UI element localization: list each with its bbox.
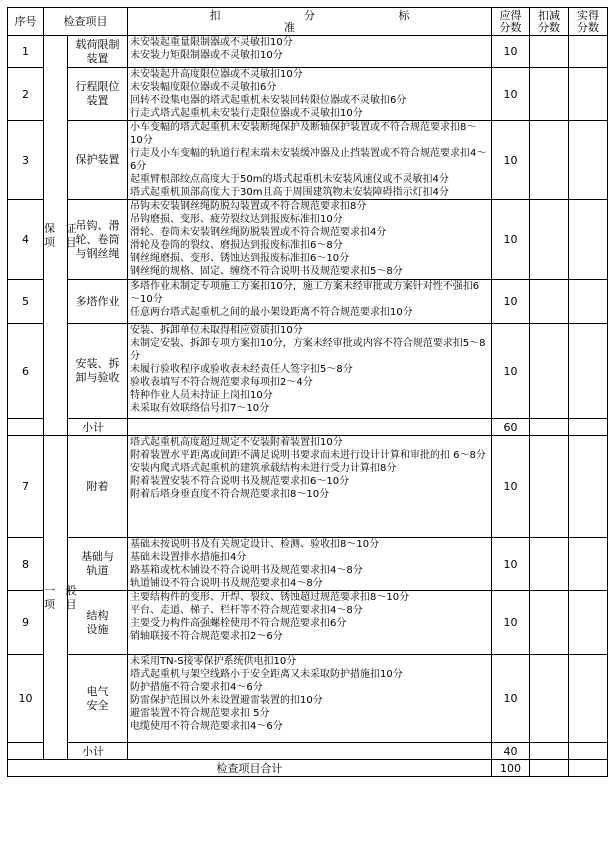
row-item-line: 吊钩、滑 [75,218,120,232]
subtotal-row [8,419,608,436]
standard-line: 吊钩磨损、变形、疲劳裂纹达到报废标准扣10分 [130,214,343,225]
total-label: 检查项目合计 [8,760,492,777]
row-seq: 10 [8,655,44,743]
standard-line: 滑轮、卷筒未安装钢丝绳防脱装置或不符合规范要求扣4分 [130,227,387,238]
standard-line: 未履行验收程序或验收表未经责任人签字扣5～8分 [130,364,353,375]
group-char: 般 [65,583,77,597]
row-item [68,36,128,68]
standard-line: 塔式起重机高度超过规定不安装附着装置扣10分 [130,437,343,448]
row-item-line: 轨道 [86,564,109,577]
row-seq: 8 [8,538,44,591]
subtotal-seq-cell [8,419,44,436]
header-standard: 扣 分 标 准 [128,8,492,36]
row-score: 10 [492,655,530,743]
row-seq: 7 [8,436,44,538]
subtotal-label: 小计 [68,419,128,436]
row-deducted [530,538,569,591]
group-label-line [44,221,77,236]
standard-line: 回转不设集电器的塔式起重机未安装回转限位器或不灵敏扣6分 [130,95,407,106]
row-deducted [530,324,569,419]
row-standard [128,538,492,591]
standard-line: 未安装起重量限制器或不灵敏扣10分 [130,37,293,48]
standard-line: 钢丝绳磨损、变形、锈蚀达到报废标准扣6～10分 [130,253,350,264]
row-deducted [530,436,569,538]
row-item-line: 轮、卷筒 [75,232,120,246]
standard-line: 防雷保护范围以外未设置避雷装置的扣10分 [130,695,323,706]
row-item-line: 保护装置 [75,153,120,166]
row-actual [569,121,608,200]
subtotal-standard-cell [128,743,492,760]
standard-line: 任意两台塔式起重机之间的最小架设距离不符合规范要求扣10分 [130,307,413,318]
table-row [8,68,608,121]
row-item-line: 装置 [86,94,109,107]
row-item-line: 行程限位 [75,80,120,93]
standard-line: 特种作业人员未持证上岗扣10分 [130,390,273,401]
row-seq: 4 [8,200,44,280]
row-actual [569,200,608,280]
row-seq: 6 [8,324,44,419]
row-deducted [530,36,569,68]
row-seq: 1 [8,36,44,68]
subtotal-score: 40 [492,743,530,760]
table-row [8,200,608,280]
total-deducted-cell [530,760,569,777]
row-score: 10 [492,538,530,591]
standard-line: 多塔作业未制定专项施工方案扣10分，施工方案未经审批或方案针对性不强扣6～10分 [130,281,480,305]
row-seq: 9 [8,591,44,655]
standard-line: 钢丝绳的规格、固定、缠绕不符合说明书及规范要求扣5～8分 [130,266,403,277]
subtotal-seq-cell [8,743,44,760]
row-item-line: 载荷限制 [75,37,120,51]
row-item-line: 附着 [86,479,109,493]
row-seq: 3 [8,121,44,200]
row-item [68,324,128,419]
row-standard [128,591,492,655]
row-standard [128,280,492,324]
row-item [68,436,128,538]
standard-line: 附着后塔身垂直度不符合规范要求扣8～10分 [130,489,330,500]
group-label-line [44,235,77,250]
row-item [65,200,128,280]
standard-line: 吊钩未安装钢丝绳防脱勾装置或不符合规范要求扣8分 [130,201,367,212]
row-standard [128,436,492,538]
row-item-line: 安全 [86,698,109,712]
row-actual [569,280,608,324]
row-actual [569,68,608,121]
row-seq: 2 [8,68,44,121]
standard-line: 未安装起升高度限位器或不灵敏扣10分 [130,69,303,80]
group-char: 目 [65,597,77,611]
row-item [68,538,128,591]
row-score: 10 [492,121,530,200]
table-row [8,591,608,655]
row-actual [569,436,608,538]
standard-line: 轨道铺设不符合说明书及规范要求扣4～8分 [130,578,323,589]
header-deducted-score: 扣减 分数 [530,8,569,36]
row-deducted [530,200,569,280]
row-standard [128,68,492,121]
row-actual [569,538,608,591]
row-item [65,591,128,655]
table-row [8,280,608,324]
standard-line: 主要受力构件高强螺栓使用不符合规范要求扣6分 [130,618,347,629]
standard-line: 基础未按说明书及有关规定设计、检测、验收扣8～10分 [130,539,380,550]
standard-line: 未采用TN-S接零保护系统供电扣10分 [130,656,297,667]
row-score: 10 [492,591,530,655]
group-char: 项 [44,235,55,249]
row-score: 10 [492,68,530,121]
row-item-line: 卸与验收 [75,371,120,384]
standard-line: 行走式塔式起重机未安装行走限位器或不灵敏扣10分 [130,108,363,119]
subtotal-row [8,743,608,760]
row-standard [128,200,492,280]
row-item [68,280,128,324]
subtotal-score: 60 [492,419,530,436]
standard-line: 防护措施不符合要求扣4～6分 [130,682,263,693]
inspection-table [7,7,608,777]
total-row [8,760,608,777]
header-actual-score: 实得 分数 [569,8,608,36]
subtotal-actual-cell [569,743,608,760]
standard-line: 未安装力矩限制器或不灵敏扣10分 [130,50,283,61]
row-standard [128,121,492,200]
row-standard [128,36,492,68]
row-item-line: 与钢丝绳 [75,246,120,260]
group-char: 目 [65,235,77,249]
table-row [8,538,608,591]
standard-line: 附着装置安装不符合说明书及规范要求扣6～10分 [130,476,350,487]
table-row [8,36,608,68]
standard-line: 未安装幅度限位器或不灵敏扣6分 [130,82,277,93]
row-deducted [530,655,569,743]
table-row [8,324,608,419]
subtotal-actual-cell [569,419,608,436]
header-due-score: 应得 分数 [492,8,530,36]
row-deducted [530,68,569,121]
standard-line: 平台、走道、梯子、栏杆等不符合规范要求扣4～8分 [130,605,363,616]
standard-line: 安装内爬式塔式起重机的建筑承载结构未进行受力计算扣8分 [130,463,397,474]
table-row [8,436,608,538]
row-score: 10 [492,200,530,280]
row-standard [128,324,492,419]
standard-line: 销轴联接不符合规范要求扣2～6分 [130,631,283,642]
standard-line: 未采取有效联络信号扣7～10分 [130,403,270,414]
subtotal-deducted-cell [530,743,569,760]
group-char: 保 [44,221,55,235]
standard-line: 避雷装置不符合规范要求扣 5分 [130,708,270,719]
row-score: 10 [492,324,530,419]
row-deducted [530,121,569,200]
row-item-line: 装置 [86,51,109,65]
row-deducted [530,280,569,324]
standard-line: 主要结构件的变形、开焊、裂纹、锈蚀超过规范要求扣8～10分 [130,592,410,603]
group-label-line [44,583,77,598]
row-score: 10 [492,280,530,324]
standard-line: 验收表填写不符合规范要求每项扣2～4分 [130,377,313,388]
standard-line: 小车变幅的塔式起重机未安装断绳保护及断轴保护装置或不符合规范要求扣8～10分 [130,122,477,146]
subtotal-deducted-cell [530,419,569,436]
group-char: 一 [44,583,55,597]
header-seq: 序号 [8,8,44,36]
row-item-line: 基础与 [81,550,114,563]
row-item-line: 电气 [86,684,109,698]
row-item [68,655,128,743]
row-deducted [530,591,569,655]
subtotal-standard-cell [128,419,492,436]
standard-line: 附着装置水平距离或间距不满足说明书要求而未进行设计计算和审批的扣 6～8分 [130,450,486,461]
row-item-line: 安装、拆 [75,357,120,370]
subtotal-label: 小计 [68,743,128,760]
total-score: 100 [492,760,530,777]
standard-line: 起重臂根部绞点高度大于50m的塔式起重机未安装风速仪或不灵敏扣4分 [130,174,449,185]
table-row [8,655,608,743]
group-general [44,436,77,760]
row-score: 10 [492,36,530,68]
standard-line: 基础未设置排水措施扣4分 [130,552,247,563]
standard-line: 未制定安装、拆卸专项方案扣10分，方案未经审批或内容不符合规范要求扣5～8分 [130,338,486,362]
row-item-line: 结构 [86,608,109,622]
standard-line: 路基箱或枕木铺设不符合说明书及规范要求扣4～8分 [130,565,363,576]
header-item: 检查项目 [44,8,128,36]
standard-line: 塔式起重机顶部高度大于30m且高于周围建筑物未安装障碍指示灯扣4分 [130,187,449,198]
header-row [8,8,608,36]
standard-line: 安装、拆卸单位未取得相应资质扣10分 [130,325,303,336]
standard-line: 滑轮及卷筒的裂纹、磨损达到报废标准扣6～8分 [130,240,343,251]
row-item-line: 多塔作业 [75,294,120,308]
row-actual [569,36,608,68]
table-row [8,121,608,200]
total-actual-cell [569,760,608,777]
row-actual [569,324,608,419]
standard-line: 塔式起重机与架空线路小于安全距离又未采取防护措施扣10分 [130,669,403,680]
row-item [68,68,128,121]
row-item-line: 设施 [86,622,109,636]
group-char: 项 [44,597,55,611]
row-seq: 5 [8,280,44,324]
group-label-line [44,597,77,612]
standard-line: 行走及小车变幅的轨道行程末端未安装缓冲器及止挡装置或不符合规范要求扣4～6分 [130,148,487,172]
row-score: 10 [492,436,530,538]
row-standard [128,655,492,743]
standard-line: 电缆使用不符合规范要求扣4～6分 [130,721,283,732]
group-char: 证 [65,221,77,235]
row-item [68,121,128,200]
row-actual [569,655,608,743]
group-guarantee [44,36,77,436]
row-actual [569,591,608,655]
